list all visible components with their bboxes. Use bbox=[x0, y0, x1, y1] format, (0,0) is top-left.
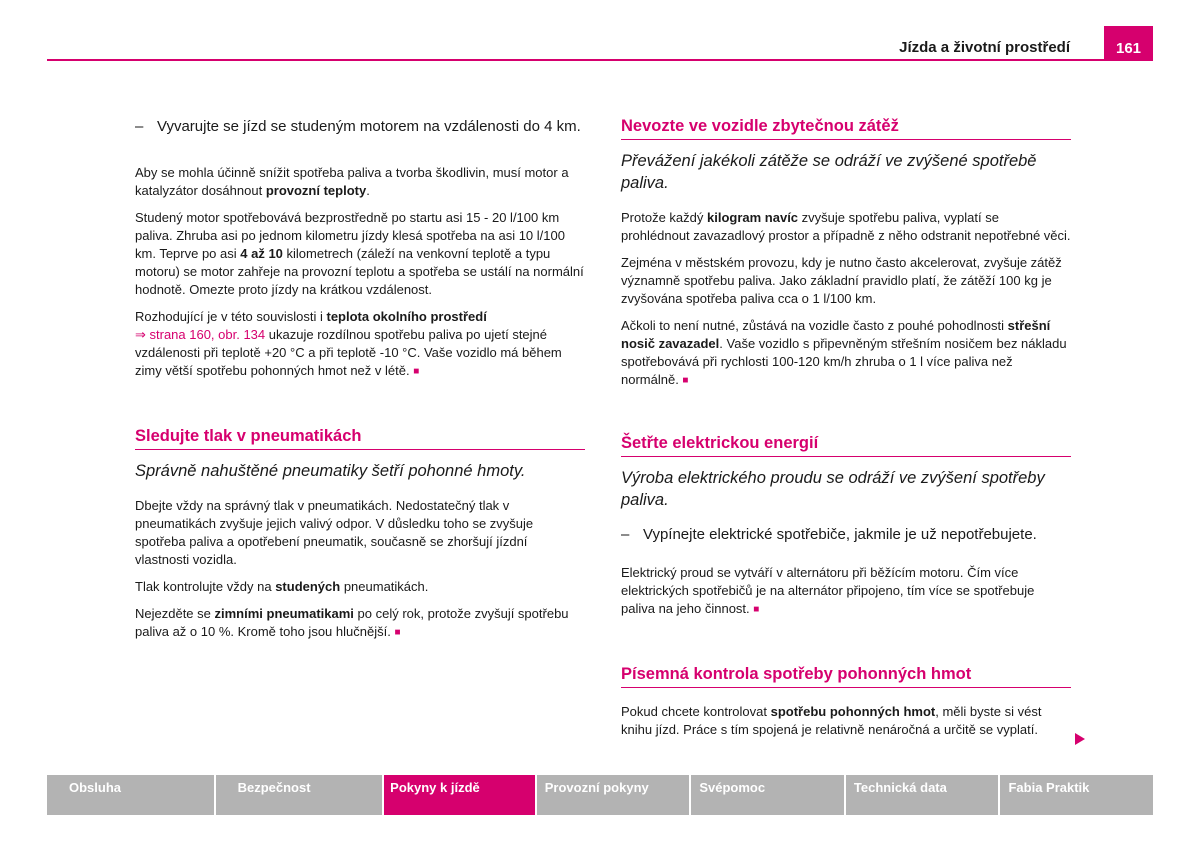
end-of-section-icon: ■ bbox=[413, 366, 420, 377]
dash-bullet: – bbox=[135, 118, 144, 135]
paragraph bbox=[621, 317, 1071, 390]
lead-text: Správně nahuštěné pneumatiky šetří pohonné hmoty. bbox=[135, 462, 526, 480]
end-of-section-icon: ■ bbox=[682, 375, 689, 386]
tab-svepomoc[interactable]: Svépomoc bbox=[691, 775, 844, 815]
paragraph bbox=[135, 605, 585, 642]
paragraph bbox=[135, 578, 585, 596]
text: Pokud chcete kontrolovat bbox=[621, 704, 771, 719]
paragraph bbox=[135, 164, 585, 200]
paragraph bbox=[621, 703, 1071, 739]
list-item-text: Vypínejte elektrické spotřebiče, jakmile je už nepotřebujete. bbox=[643, 526, 1037, 543]
paragraph: Dbejte vždy na správný tlak v pneumatikách. Nedostatečný tlak v pneumatikách zvyšuje jejich valivý odpor. V důsledku toho se zvyšuje spotřeba paliva a opotřebení pneumatik, současně se zhoršují jízdní vlastnosti vozidla. bbox=[135, 498, 534, 567]
continue-arrow-icon bbox=[1075, 733, 1085, 745]
tab-pokyny-k-jizde[interactable]: Pokyny k jízdě bbox=[384, 775, 535, 815]
end-of-section-icon: ■ bbox=[394, 627, 401, 638]
tab-obsluha[interactable]: Obsluha bbox=[47, 775, 214, 815]
section-heading: Šetřte elektrickou energií bbox=[621, 434, 1071, 457]
bold-text: studených bbox=[275, 579, 341, 594]
bold-text: provozní teploty bbox=[265, 183, 367, 198]
left-column bbox=[135, 117, 585, 642]
text: Ačkoli to není nutné, zůstává na vozidle často z pouhé pohodlnosti bbox=[621, 318, 1008, 333]
paragraph: Zejména v městském provozu, kdy je nutno často akcelerovat, zvyšuje zátěž významně spotřebu paliva. Jako základní pravidlo platí, že zátěží 100 kg je zvyšována spotřeba paliva cca o 1 l/100 km. bbox=[621, 255, 1062, 306]
dash-bullet: – bbox=[621, 526, 630, 543]
lead-text: Převážení jakékoli zátěže se odráží ve zvýšené spotřebě paliva. bbox=[621, 152, 1037, 192]
bold-text: kilogram navíc bbox=[707, 210, 799, 225]
text: pneumatikách. bbox=[340, 579, 429, 594]
text: . bbox=[366, 183, 370, 198]
list-item bbox=[621, 525, 1071, 545]
bold-text: 4 až 10 bbox=[240, 246, 283, 261]
bold-text: střešní nosič zavazadel bbox=[621, 318, 1051, 351]
text: . Vaše vozidlo s připevněným střešním nosičem bez nákladu spotřebovává při rychlosti 100-120 km/h zhruba o 1 l více paliva než normálně. bbox=[621, 336, 1067, 387]
text: Aby se mohla účinně snížit spotřeba paliva a tvorba škodlivin, musí motor a katalyzátor dosáhnout bbox=[135, 165, 569, 198]
text: Nejezděte se bbox=[135, 606, 215, 621]
text: kilometrech (záleží na venkovní teplotě a typu motoru) se motor zahřeje na provozní teplotu a spotřeba se ustálí na normální hodnotě. Omezte proto jízdy na krátkou vzdálenost. bbox=[135, 246, 584, 297]
text: Protože každý bbox=[621, 210, 707, 225]
paragraph bbox=[135, 209, 585, 299]
text: , měli byste si vést knihu jízd. Práce s tím spojená je relativně nenáročná a určitě se vyplatí. bbox=[621, 704, 1042, 737]
text: zvyšuje spotřebu paliva, vyplatí se prohlédnout zavazadlový prostor a případně z něho odstranit nepotřebné věci. bbox=[621, 210, 1071, 243]
page-number: 161 bbox=[1104, 26, 1153, 60]
text: Studený motor spotřebovává bezprostředně po startu asi 15 - 20 l/100 km paliva. Zhruba asi po jednom kilometru jízdy klesá spotřeba na asi 10 l/100 km. Teprve po asi bbox=[135, 210, 565, 261]
section-heading: Nevozte ve vozidle zbytečnou zátěž bbox=[621, 117, 1071, 140]
paragraph bbox=[621, 209, 1071, 245]
bold-text: spotřebu pohonných hmot bbox=[770, 704, 936, 719]
text: Elektrický proud se vytváří v alternátoru při běžícím motoru. Čím více elektrických spotřebičů je na alternátor připojeno, tím více se spotřebuje paliva na jeho činnost. bbox=[621, 565, 1035, 616]
tab-technicka-data[interactable]: Technická data bbox=[846, 775, 999, 815]
chapter-nav bbox=[47, 775, 1153, 815]
text: Rozhodující je v této souvislosti i bbox=[135, 309, 327, 324]
chapter-title: Jízda a životní prostředí bbox=[899, 39, 1070, 56]
text: po celý rok, protože zvyšují spotřebu paliva až o 10 %. Kromě toho jsou hlučnější. bbox=[135, 606, 569, 639]
paragraph bbox=[135, 308, 585, 381]
section-heading: Sledujte tlak v pneumatikách bbox=[135, 427, 585, 450]
header-rule bbox=[47, 59, 1153, 61]
paragraph bbox=[621, 564, 1071, 619]
bold-text: zimními pneumatikami bbox=[214, 606, 354, 621]
list-item-text: Vyvarujte se jízd se studeným motorem na vzdálenosti do 4 km. bbox=[157, 118, 581, 135]
lead-text: Výroba elektrického proudu se odráží ve zvýšení spotřeby paliva. bbox=[621, 469, 1045, 509]
tab-bezpecnost[interactable]: Bezpečnost bbox=[216, 775, 383, 815]
cross-reference-link[interactable]: ⇒ strana 160, obr. 134 bbox=[135, 327, 266, 342]
tab-provozni-pokyny[interactable]: Provozní pokyny bbox=[537, 775, 690, 815]
right-column bbox=[621, 117, 1071, 739]
text: ukazuje rozdílnou spotřebu paliva po ujetí stejné vzdálenosti při teplotě +20 °C a při teplotě -10 °C. Vaše vozidlo má během zimy větší spotřebu pohonných hmot než v létě. bbox=[135, 327, 562, 378]
section-heading: Písemná kontrola spotřeby pohonných hmot bbox=[621, 665, 1071, 688]
end-of-section-icon: ■ bbox=[753, 604, 760, 615]
tab-fabia-praktik[interactable]: Fabia Praktik bbox=[1000, 775, 1153, 815]
list-item bbox=[135, 117, 585, 137]
bold-text: teplota okolního prostředí bbox=[326, 309, 487, 324]
text: Tlak kontrolujte vždy na bbox=[135, 579, 276, 594]
